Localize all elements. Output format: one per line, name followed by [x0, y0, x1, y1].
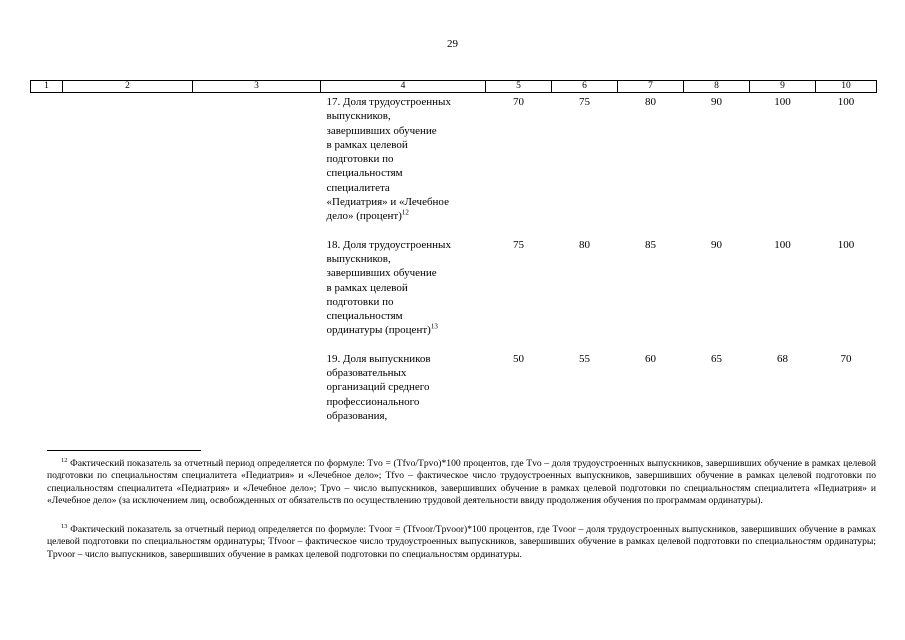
table-row — [31, 93, 877, 238]
value-cell: 100 — [837, 238, 855, 251]
table-row — [31, 238, 877, 352]
value-cell: 90 — [711, 96, 722, 108]
indicator-name: 18. Доля трудоустроенных выпускников, завершивших обучение в рамках целевой подготовки по специальностям ординатуры (процент)$^{13}$ — [326, 238, 451, 337]
footnote-text: Фактический показатель за отчетный период определяется по формуле: Tvoor = (Tfvoor/Tpvoor)*100 процентов, где Tvoor – доля трудоустроенных выпускников, завершивших обучение в рамках целевой подготовки по специальностям ординатуры; Tfvoor – фактическое число трудоустроенных выпускников, завершивших обучение в рамках целевой подготовки по специальностям ординатуры; Tpvoor – число выпускников, завершивших обучение в рамках целевой подготовки по специальностям ординатуры. — [47, 524, 876, 560]
column-number: 4 — [321, 81, 486, 93]
column-number: 10 — [816, 81, 877, 93]
indicator-table — [30, 80, 877, 423]
footnote — [47, 458, 876, 507]
indicator-name: 17. Доля трудоустроенных выпускников, завершивших обучение в рамках целевой подготовки по специальностям специалитета «Педиатрия» и «Лечебное дело» (процент)$^{12}$ — [326, 96, 451, 223]
footnote — [47, 524, 876, 561]
value-cell: 85 — [645, 238, 656, 251]
table-row — [31, 352, 877, 423]
column-number: 6 — [552, 81, 618, 93]
value-cell: 75 — [579, 96, 590, 108]
column-number: 1 — [31, 81, 63, 93]
value-cell: 70 — [513, 96, 524, 108]
value-cell: 80 — [645, 96, 656, 108]
value-cell: 60 — [645, 352, 656, 365]
footnote-ref: 12 — [401, 208, 409, 217]
value-cell: 50 — [513, 352, 524, 365]
value-cell: 75 — [513, 238, 524, 251]
value-cell: 68 — [777, 352, 788, 365]
value-cell: 70 — [840, 352, 852, 365]
column-number: 8 — [684, 81, 750, 93]
indicator-name: 19. Доля выпускников образовательных организаций среднего профессионального образования, — [326, 352, 431, 422]
footnote-text: Фактический показатель за отчетный период определяется по формуле: Tvo = (Tfvo/Tpvo)*100 процентов, где Tvo – доля трудоустроенных выпускников, завершивших обучение в рамках целевой подготовки по специальностям специалитета «Педиатрия» и «Лечебное дело»; Tfvo – фактическое число трудоустроенных выпускников, завершивших обучение в рамках целевой подготовки по специальностям специалитета «Педиатрия» и «Лечебное дело»; Tpvo – число выпускников, завершивших обучение в рамках целевой подготовки по специальностям специалитета «Педиатрия» и «Лечебное дело» (за исключением лиц, освобожденных от обязательств по осуществлению трудовой деятельности ввиду продолжения обучения по программам ординатуры). — [47, 458, 876, 506]
value-cell: 100 — [774, 96, 791, 108]
footnote-separator — [47, 450, 201, 451]
column-number: 7 — [618, 81, 684, 93]
footnote-mark: 13 — [61, 522, 68, 530]
value-cell: 90 — [711, 238, 722, 251]
value-cell: 65 — [711, 352, 722, 365]
page-number: 29 — [447, 38, 458, 50]
column-number: 2 — [63, 81, 193, 93]
column-number: 5 — [486, 81, 552, 93]
footnote-mark: 12 — [61, 456, 68, 464]
value-cell: 100 — [774, 238, 791, 251]
column-number: 3 — [193, 81, 321, 93]
value-cell: 55 — [579, 352, 590, 365]
footnote-ref: 13 — [430, 322, 438, 331]
value-cell: 100 — [837, 96, 855, 108]
column-number: 9 — [750, 81, 816, 93]
column-numbers-row — [31, 81, 877, 93]
value-cell: 80 — [579, 238, 590, 251]
